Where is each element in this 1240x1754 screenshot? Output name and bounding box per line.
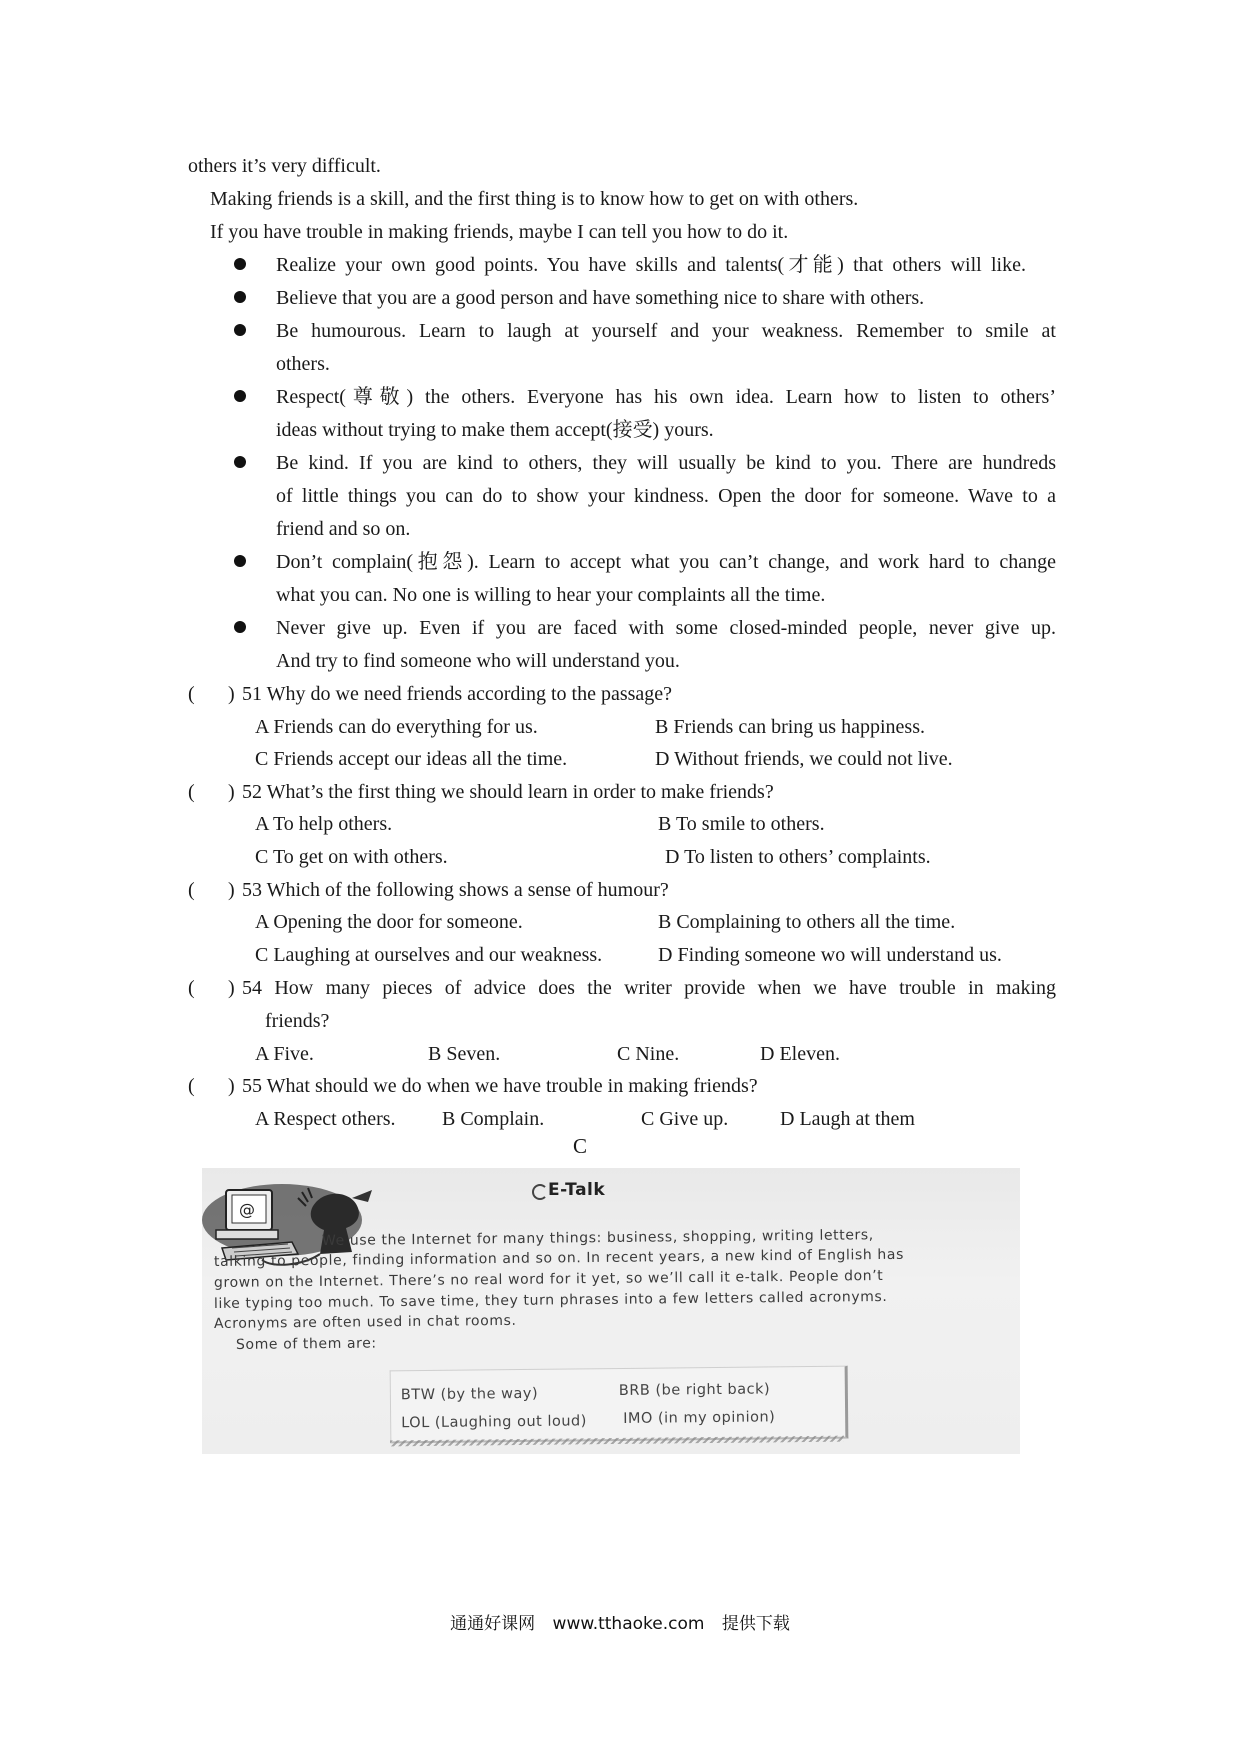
etalk-text-line: Acronyms are often used in chat rooms.	[213, 1312, 517, 1332]
answer-paren-open: (	[188, 1075, 195, 1097]
acronym-item: IMO (in my opinion)	[623, 1409, 776, 1427]
etalk-text-line: grown on the Internet. There’s no real word for it yet, so we’ll call it e-talk. People don’t	[213, 1267, 884, 1291]
tip-line: Don’t complain(抱怨). Learn to accept what you can’t change, and work hard to change	[276, 551, 1056, 573]
acronym-item: BTW (by the way)	[400, 1385, 539, 1404]
answer-paren-close[interactable]: )	[228, 977, 235, 999]
intro-line-2: Making friends is a skill, and the first thing is to know how to get on with others.	[210, 188, 859, 210]
section-letter: C	[573, 1134, 588, 1158]
tip-line: Be kind. If you are kind to others, they will usually be kind to you. There are hundreds	[276, 452, 1056, 474]
bullet-icon	[234, 291, 246, 303]
intro-line-3: If you have trouble in making friends, maybe I can tell you how to do it.	[210, 221, 789, 243]
option: C Laughing at ourselves and our weakness.	[255, 944, 603, 966]
option: D Eleven.	[760, 1043, 840, 1065]
footer-url[interactable]: www.tthaoke.com	[552, 1614, 705, 1634]
question-text: 52 What’s the first thing we should learn in order to make friends?	[242, 781, 774, 803]
answer-paren-close[interactable]: )	[228, 683, 235, 705]
option: A Respect others.	[255, 1108, 396, 1130]
acronym-item: BRB (be right back)	[618, 1381, 771, 1400]
option: C To get on with others.	[255, 846, 448, 868]
option: A Opening the door for someone.	[255, 911, 523, 933]
tip-line: And try to find someone who will understand you.	[276, 650, 680, 672]
tip-line: Never give up. Even if you are faced with some closed-minded people, never give up.	[276, 617, 1056, 639]
option: A Five.	[255, 1043, 314, 1065]
tip-line: of little things you can do to show your kindness. Open the door for someone. Wave to a	[276, 485, 1056, 507]
tip-line: what you can. No one is willing to hear your complaints all the time.	[276, 584, 826, 606]
question-text: 53 Which of the following shows a sense of humour?	[242, 879, 669, 901]
etalk-logo-icon	[532, 1184, 548, 1200]
answer-paren-close[interactable]: )	[228, 1075, 235, 1097]
bullet-icon	[234, 258, 246, 270]
option: B Friends can bring us happiness.	[655, 716, 925, 738]
answer-paren-open: (	[188, 879, 195, 901]
option: C Give up.	[641, 1108, 729, 1130]
etalk-text-line: like typing too much. To save time, they turn phrases into a few letters called acronyms.	[213, 1288, 888, 1312]
acronym-item: LOL (Laughing out loud)	[401, 1413, 587, 1432]
option: D To listen to others’ complaints.	[665, 846, 931, 868]
tip-line: Realize your own good points. You have skills and talents(才能) that others will like.	[276, 254, 1026, 276]
option: B To smile to others.	[658, 813, 825, 835]
option: B Complain.	[442, 1108, 545, 1130]
tip-line: ideas without trying to make them accept(接受) yours.	[276, 419, 714, 441]
etalk-title: E-Talk	[548, 1180, 606, 1200]
question-text-continued: friends?	[265, 1010, 330, 1032]
option: A To help others.	[255, 813, 393, 835]
question-text: 55 What should we do when we have trouble in making friends?	[242, 1075, 758, 1097]
tip-line: others.	[276, 353, 330, 375]
answer-paren-close[interactable]: )	[228, 781, 235, 803]
footer-site-name: 通通好课网	[450, 1614, 536, 1634]
etalk-text-line: We use the Internet for many things: business, shopping, writing letters,	[321, 1227, 874, 1249]
page-footer	[0, 1612, 1240, 1636]
tip-line: Be humourous. Learn to laugh at yourself and your weakness. Remember to smile at	[276, 320, 1056, 342]
tip-line: friend and so on.	[276, 518, 411, 540]
bullet-icon	[234, 621, 246, 633]
svg-text:@: @	[239, 1200, 255, 1219]
tip-line: Respect(尊敬) the others. Everyone has his own idea. Learn how to listen to others’	[276, 386, 1056, 408]
option: D Finding someone wo will understand us.	[658, 944, 1002, 966]
bullet-icon	[234, 456, 246, 468]
answer-paren-open: (	[188, 781, 195, 803]
answer-paren-close[interactable]: )	[228, 879, 235, 901]
option: C Friends accept our ideas all the time.	[255, 748, 568, 770]
etalk-text-line: talking to people, finding information and so on. In recent years, a new kind of English has	[213, 1246, 905, 1270]
option: C Nine.	[617, 1043, 680, 1065]
option: B Complaining to others all the time.	[658, 911, 956, 933]
answer-paren-open: (	[188, 977, 195, 999]
bullet-icon	[234, 555, 246, 567]
bullet-icon	[234, 324, 246, 336]
etalk-text-line: Some of them are:	[235, 1335, 377, 1353]
etalk-panel	[202, 1168, 1020, 1454]
question-text: 54 How many pieces of advice does the writer provide when we have trouble in making	[242, 977, 1056, 999]
option: A Friends can do everything for us.	[255, 716, 538, 738]
footer-suffix: 提供下载	[721, 1614, 790, 1634]
option: D Without friends, we could not live.	[655, 748, 953, 770]
bullet-icon	[234, 390, 246, 402]
tip-line: Believe that you are a good person and have something nice to share with others.	[276, 287, 925, 309]
intro-line-1: others it’s very difficult.	[188, 155, 381, 177]
question-text: 51 Why do we need friends according to the passage?	[242, 683, 673, 705]
option: D Laugh at them	[780, 1108, 915, 1130]
acronym-box	[390, 1366, 849, 1444]
answer-paren-open: (	[188, 683, 195, 705]
option: B Seven.	[428, 1043, 501, 1065]
